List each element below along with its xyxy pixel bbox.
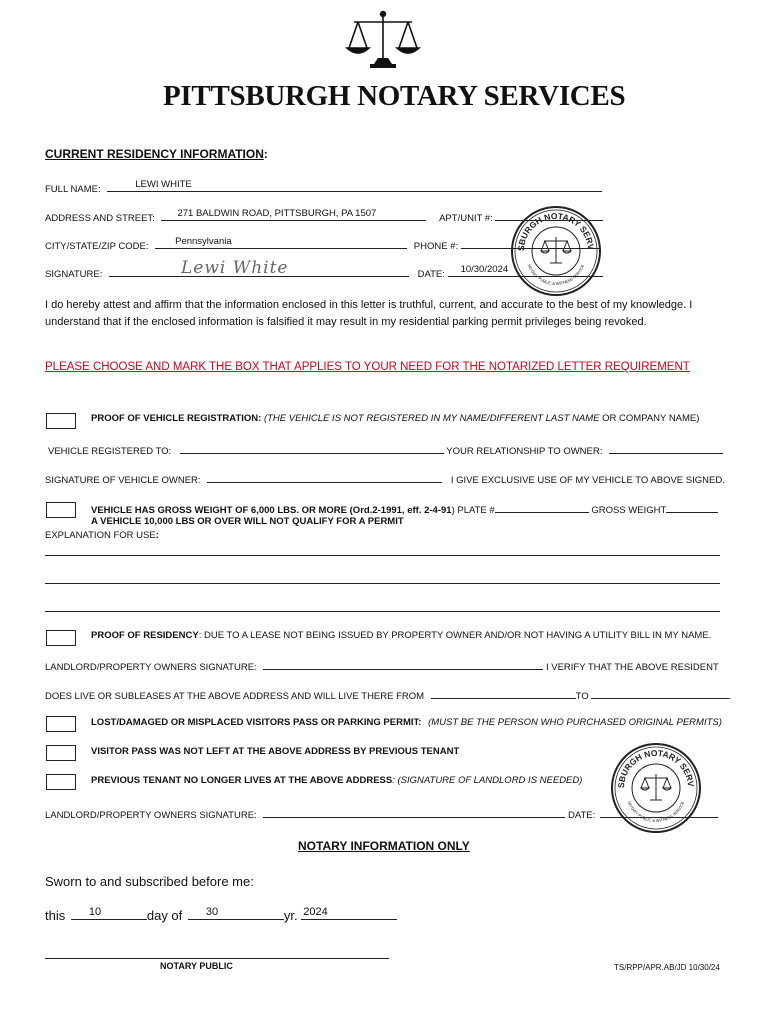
date-value: 10/30/2024 — [460, 264, 509, 275]
full-name-field[interactable] — [107, 181, 602, 192]
landlord-signature-field[interactable] — [263, 659, 543, 670]
gross-weight-field[interactable] — [666, 502, 718, 513]
seal-bottom-text: NOTARY PUBLIC & WITNESS SERVICE — [526, 263, 586, 287]
notary-day-value: 10 — [88, 906, 102, 918]
vehicle-registration-label — [91, 413, 699, 424]
this-label: this — [45, 908, 66, 923]
gross-weight-row — [91, 502, 718, 516]
notary-year-value: 2024 — [303, 906, 328, 918]
registered-to-field[interactable] — [180, 443, 444, 454]
svg-text:PITTSBURGH NOTARY SERVICES — [610, 742, 696, 788]
previous-tenant-checkbox[interactable] — [46, 774, 76, 790]
seal-top-text: SBURGH NOTARY SERV — [515, 210, 597, 252]
vehicle-registration-note-tail: OR COMPANY NAME) — [599, 413, 700, 424]
owner-signature-label: SIGNATURE OF VEHICLE OWNER: — [45, 475, 201, 486]
landlord-date-label: DATE: — [567, 810, 596, 821]
city-field[interactable] — [155, 238, 407, 249]
to-label: TO — [575, 691, 589, 702]
landlord-date-field[interactable] — [600, 807, 718, 818]
lost-pass-checkbox[interactable] — [46, 716, 76, 732]
instruction-text: PLEASE CHOOSE AND MARK THE BOX THAT APPLIES TO YOUR NEED FOR THE NOTARIZED LETTER REQUIREMENT — [45, 361, 690, 373]
date-label: DATE: — [417, 269, 445, 280]
full-name-value: LEWI WHITE — [135, 179, 192, 190]
city-label: CITY/STATE/ZIP CODE: — [45, 241, 149, 252]
explanation-line-3[interactable] — [45, 611, 720, 612]
city-value: Pennsylvania — [175, 236, 232, 247]
proof-of-residency-text: : DUE TO A LEASE NOT BEING ISSUED BY PROPERTY OWNER AND/OR NOT HAVING A UTILITY BILL IN MY NAME. — [198, 630, 712, 641]
vehicle-registration-title: PROOF OF VEHICLE REGISTRATION: — [91, 413, 262, 424]
previous-tenant-row — [91, 775, 582, 786]
residency-heading — [45, 147, 268, 161]
lives-from-row — [45, 688, 731, 702]
registered-to-row — [48, 443, 723, 457]
registered-to-label: VEHICLE REGISTERED TO: — [48, 446, 172, 457]
address-value: 271 BALDWIN ROAD, PITTSBURGH, PA 1507 — [177, 208, 377, 219]
explanation-line-2[interactable] — [45, 583, 720, 584]
to-date-field[interactable] — [591, 688, 729, 699]
page-title: PITTSBURGH NOTARY SERVICES — [163, 80, 626, 112]
full-name-row — [45, 181, 602, 195]
proof-of-residency-checkbox[interactable] — [46, 630, 76, 646]
notary-month-value: 30 — [205, 906, 219, 918]
from-date-field[interactable] — [431, 688, 576, 699]
svg-text:PITTSBURGH NOTARY SERVICES — [510, 205, 596, 251]
visitor-pass-label: VISITOR PASS WAS NOT LEFT AT THE ABOVE ADDRESS BY PREVIOUS TENANT — [91, 746, 460, 757]
sworn-text: Sworn to and subscribed before me: — [45, 874, 254, 889]
footer-code: TS/RPP/APR.AB/JD 10/30/24 — [614, 963, 720, 972]
scales-logo-icon — [344, 8, 422, 70]
lives-from-text: DOES LIVE OR SUBLEASES AT THE ABOVE ADDRESS AND WILL LIVE THERE FROM — [45, 691, 425, 702]
explanation-colon: : — [155, 530, 159, 541]
landlord-signature-2-field[interactable] — [263, 807, 565, 818]
residency-heading-colon: : — [263, 147, 268, 161]
seal-2-bottom-text: NOTARY PUBLIC & WITNESS SERVICE — [626, 800, 686, 824]
explanation-line-1[interactable] — [45, 555, 720, 556]
notary-heading: NOTARY INFORMATION ONLY — [298, 839, 470, 853]
previous-tenant-label: PREVIOUS TENANT NO LONGER LIVES AT THE ABOVE ADDRESS — [91, 775, 393, 786]
weight-limit-note: A VEHICLE 10,000 LBS OR OVER WILL NOT QUALIFY FOR A PERMIT — [91, 516, 404, 527]
gross-weight-checkbox[interactable] — [46, 502, 76, 518]
seal-2-top-text: SBURGH NOTARY SERV — [615, 747, 697, 789]
residency-heading-text: CURRENT RESIDENCY INFORMATION — [45, 147, 264, 161]
visitor-pass-checkbox[interactable] — [46, 745, 76, 761]
phone-label: PHONE #: — [413, 241, 459, 252]
notary-seal-stamp — [510, 205, 602, 297]
plate-field[interactable] — [495, 502, 589, 513]
notary-month-field[interactable] — [188, 906, 284, 920]
lost-pass-row — [91, 717, 722, 728]
relationship-field[interactable] — [609, 443, 723, 454]
attestation-text: I do hereby attest and affirm that the information enclosed in this letter is truthful, current, and accurate to the best of my knowledge. I understand that if the enclosed information is falsified it may result in my residential parking permit privileges being revoked. — [45, 299, 693, 328]
explanation-row — [45, 530, 159, 541]
verify-text: I VERIFY THAT THE ABOVE RESIDENT — [545, 662, 719, 673]
apt-label: APT/UNIT #: — [439, 213, 493, 224]
signature-label: SIGNATURE: — [45, 269, 103, 280]
notary-year-field[interactable] — [301, 906, 397, 920]
exclusive-use-text: I GIVE EXCLUSIVE USE OF MY VEHICLE TO ABOVE SIGNED. — [450, 475, 725, 486]
notary-date-row — [45, 906, 397, 923]
landlord-date-row — [45, 807, 718, 821]
signature-value: Lewi White — [181, 258, 289, 278]
gross-weight-value-label: GROSS WEIGHT — [591, 505, 667, 516]
landlord-signature-label: LANDLORD/PROPERTY OWNERS SIGNATURE: — [45, 662, 257, 673]
previous-tenant-note: : (SIGNATURE OF LANDLORD IS NEEDED) — [392, 775, 583, 786]
day-of-label: day of — [146, 908, 183, 923]
owner-signature-row — [45, 472, 725, 486]
proof-of-residency-row — [91, 630, 711, 641]
address-field[interactable] — [161, 210, 426, 221]
landlord-verify-row — [45, 659, 719, 673]
explanation-label: EXPLANATION FOR USE — [45, 530, 156, 541]
notary-day-field[interactable] — [71, 906, 147, 920]
yr-label: yr. — [283, 908, 298, 923]
period: . — [728, 691, 732, 702]
signature-field[interactable] — [109, 258, 409, 278]
relationship-label: YOUR RELATIONSHIP TO OWNER: — [446, 446, 603, 457]
vehicle-registration-checkbox[interactable] — [46, 413, 76, 429]
gross-weight-label: VEHICLE HAS GROSS WEIGHT OF 6,000 LBS. OR MORE (Ord.2-1991, eff. 2-4-91 — [91, 505, 452, 516]
lost-pass-label: LOST/DAMAGED OR MISPLACED VISITORS PASS OR PARKING PERMIT: — [91, 717, 422, 728]
landlord-signature-2-label: LANDLORD/PROPERTY OWNERS SIGNATURE: — [45, 810, 257, 821]
full-name-label: FULL NAME: — [45, 184, 101, 195]
owner-signature-field[interactable] — [207, 472, 442, 483]
notary-public-label: NOTARY PUBLIC — [160, 961, 233, 971]
vehicle-registration-note: (THE VEHICLE IS NOT REGISTERED IN MY NAME/DIFFERENT LAST NAME — [263, 413, 600, 424]
lost-pass-note: (MUST BE THE PERSON WHO PURCHASED ORIGINAL PERMITS) — [428, 717, 722, 728]
proof-of-residency-label: PROOF OF RESIDENCY — [91, 630, 199, 641]
notary-signature-line[interactable] — [45, 958, 389, 959]
plate-label: ) PLATE # — [451, 505, 495, 516]
address-label: ADDRESS AND STREET: — [45, 213, 155, 224]
